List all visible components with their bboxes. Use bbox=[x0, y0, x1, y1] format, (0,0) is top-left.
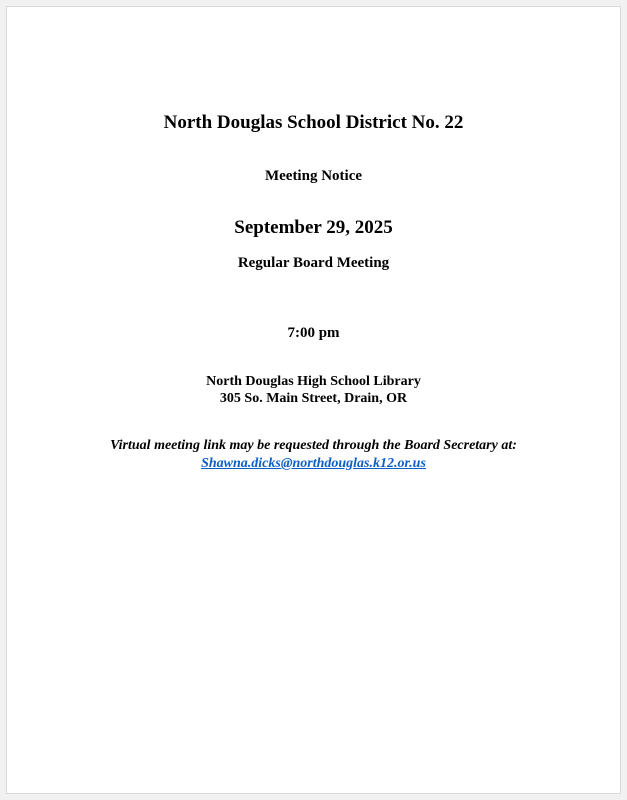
meeting-time: 7:00 pm bbox=[287, 325, 340, 341]
meeting-type: Regular Board Meeting bbox=[237, 255, 390, 271]
district-title: North Douglas School District No. 22 bbox=[163, 112, 464, 133]
board-secretary-email-link[interactable]: Shawna.dicks@northdouglas.k12.or.us bbox=[201, 456, 426, 471]
email-line bbox=[7, 456, 620, 472]
location-address: 305 So. Main Street, Drain, OR bbox=[219, 391, 408, 406]
virtual-meeting-note: Virtual meeting link may be requested through the Board Secretary at: bbox=[110, 438, 517, 453]
document-page bbox=[6, 6, 621, 794]
meeting-notice-heading: Meeting Notice bbox=[264, 168, 363, 184]
location-name: North Douglas High School Library bbox=[206, 374, 421, 389]
meeting-date: September 29, 2025 bbox=[234, 217, 393, 238]
